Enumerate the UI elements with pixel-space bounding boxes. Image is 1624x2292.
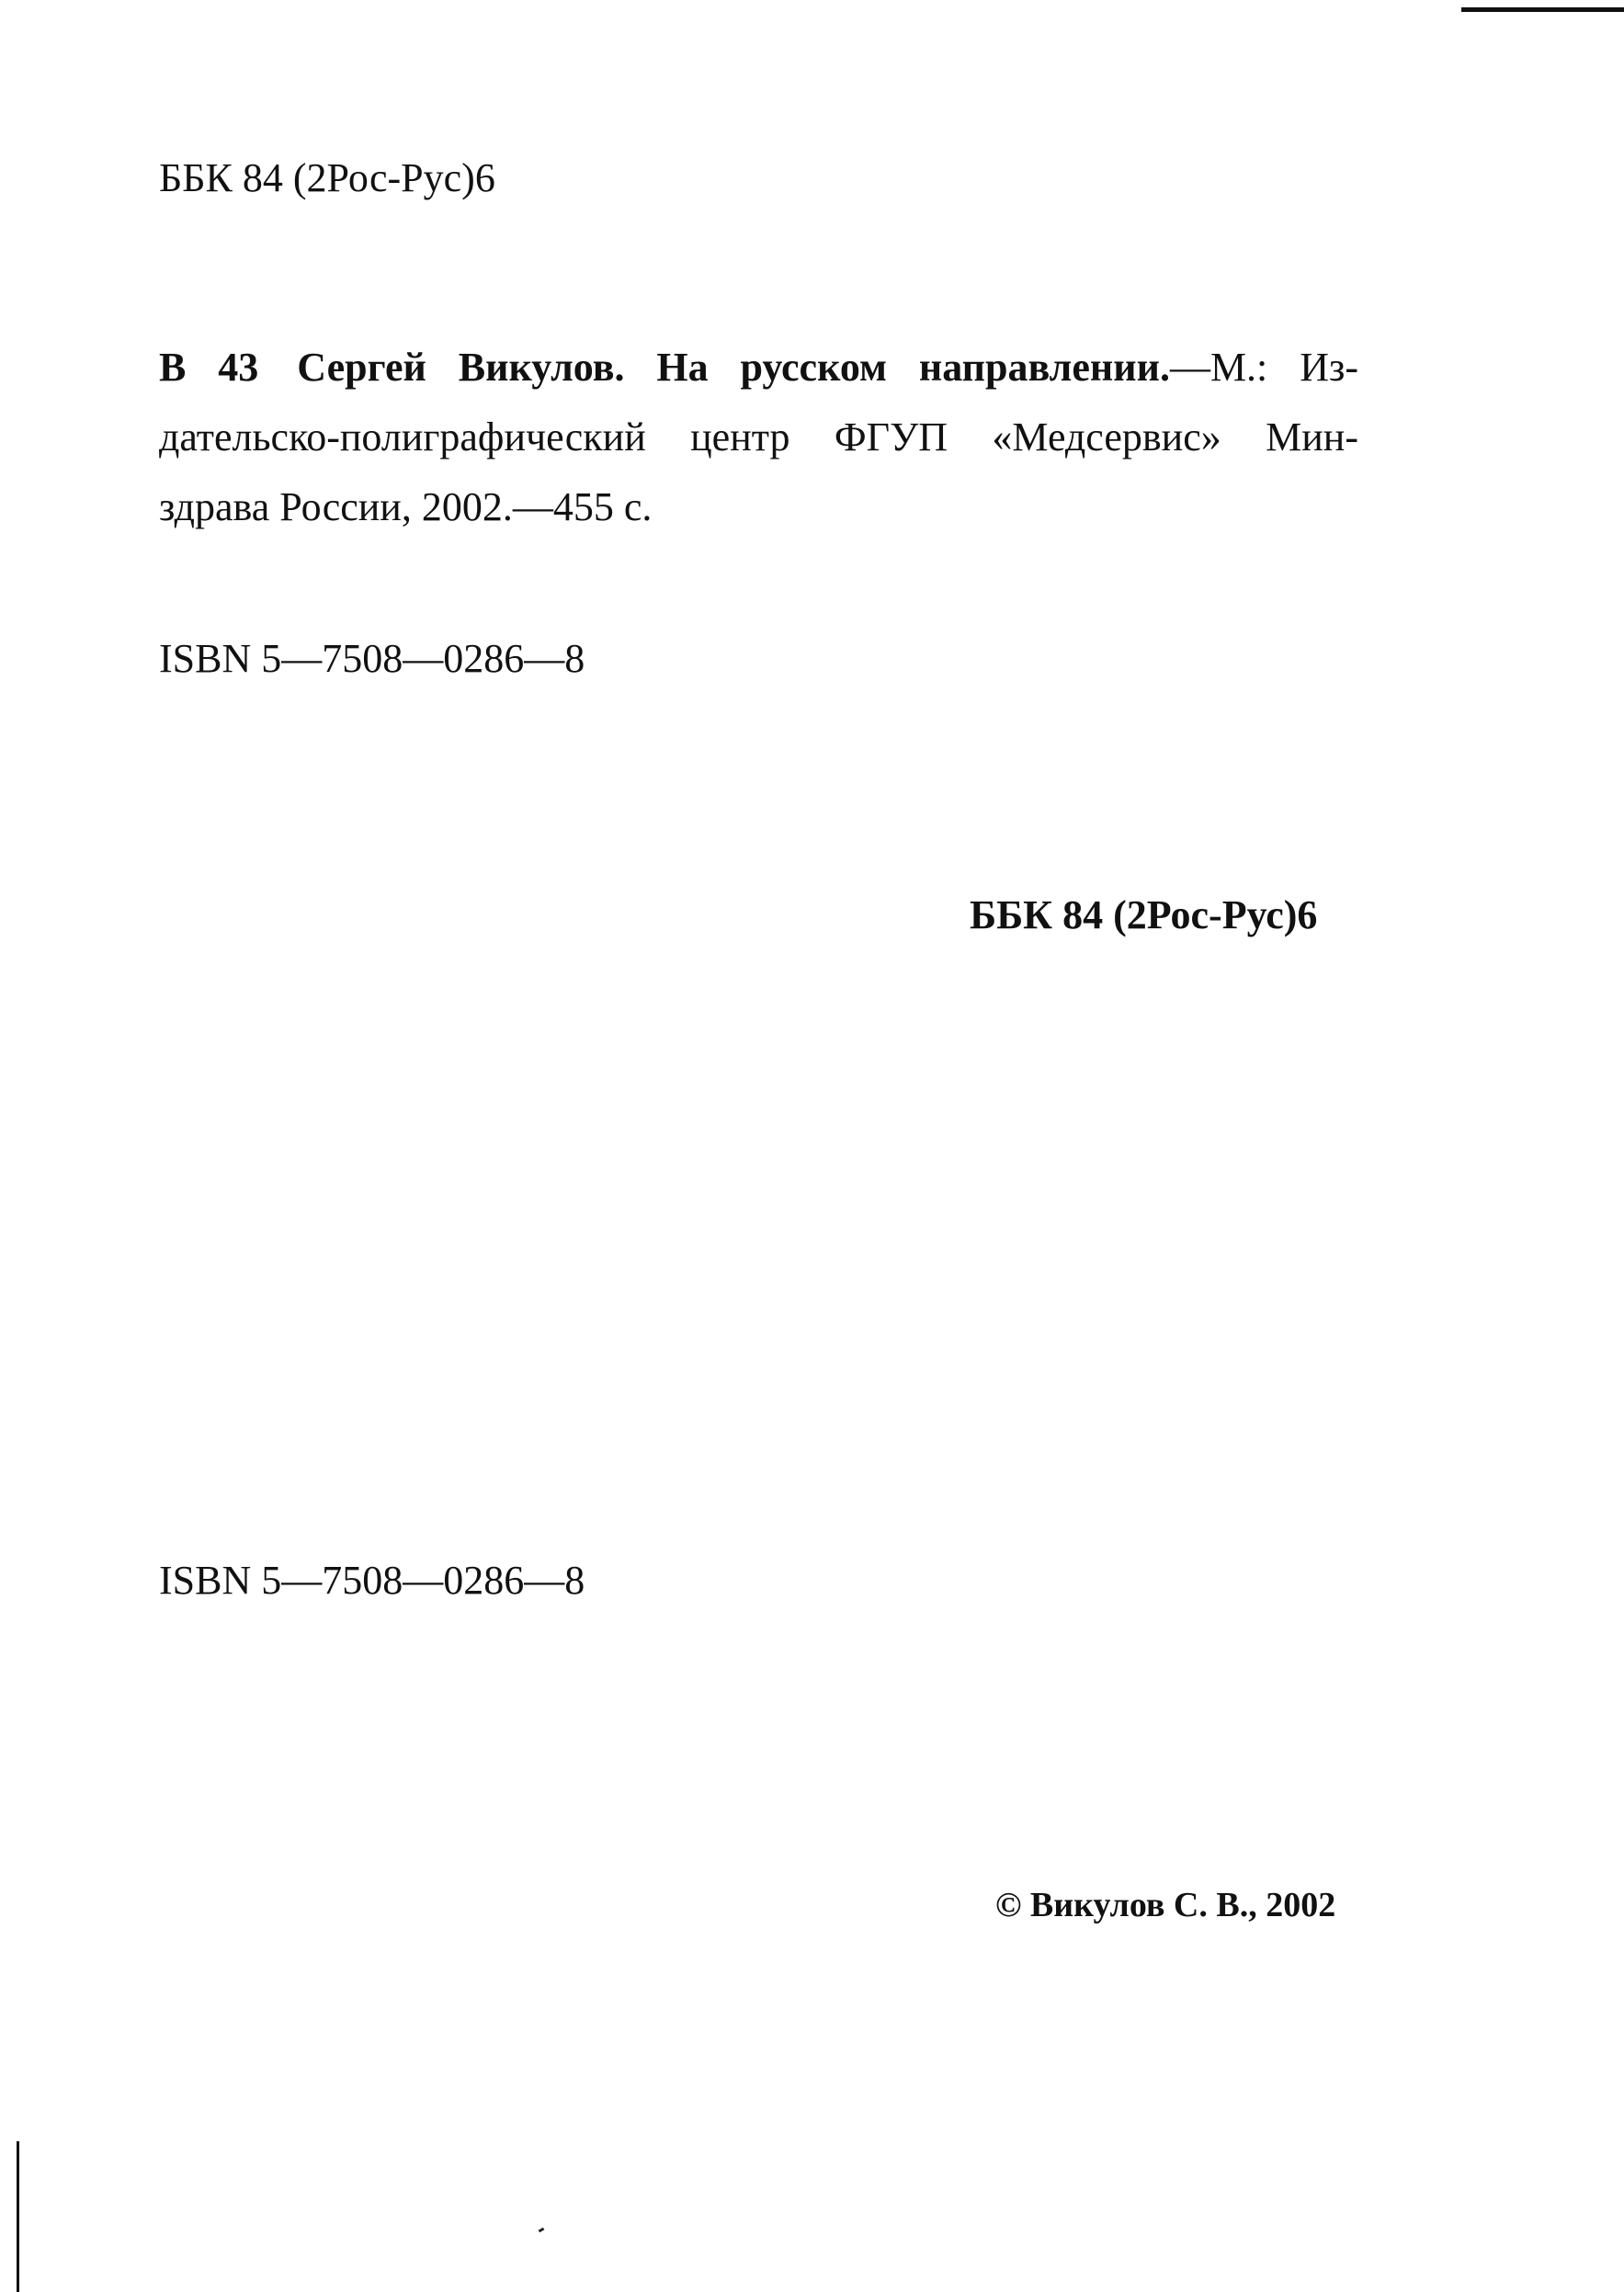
scan-edge-mark-left <box>17 2141 19 2292</box>
isbn-bottom: ISBN 5—7508—0286—8 <box>159 1558 585 1603</box>
copyright-notice: © Викулов С. В., 2002 <box>995 1886 1336 1924</box>
scan-speck <box>539 2228 545 2233</box>
entry-line-2: дательско-полиграфический центр ФГУП «Медсервис» Мин- <box>159 414 1358 460</box>
isbn-top: ISBN 5—7508—0286—8 <box>159 636 585 681</box>
bibliographic-entry <box>159 333 1358 542</box>
scan-edge-mark <box>1461 7 1624 12</box>
author-mark: В 43 <box>159 345 259 390</box>
entry-line-3: здрава России, 2002.—455 с. <box>159 484 653 529</box>
entry-line-1 <box>159 333 1358 403</box>
bbk-classification-top: ББК 84 (2Рос-Рус)6 <box>159 155 495 200</box>
bbk-classification-right: ББК 84 (2Рос-Рус)6 <box>970 892 1318 937</box>
author-title: Сергей Викулов. На русском направлении. <box>297 345 1170 390</box>
publisher-start: —М.: Из- <box>1169 345 1358 390</box>
